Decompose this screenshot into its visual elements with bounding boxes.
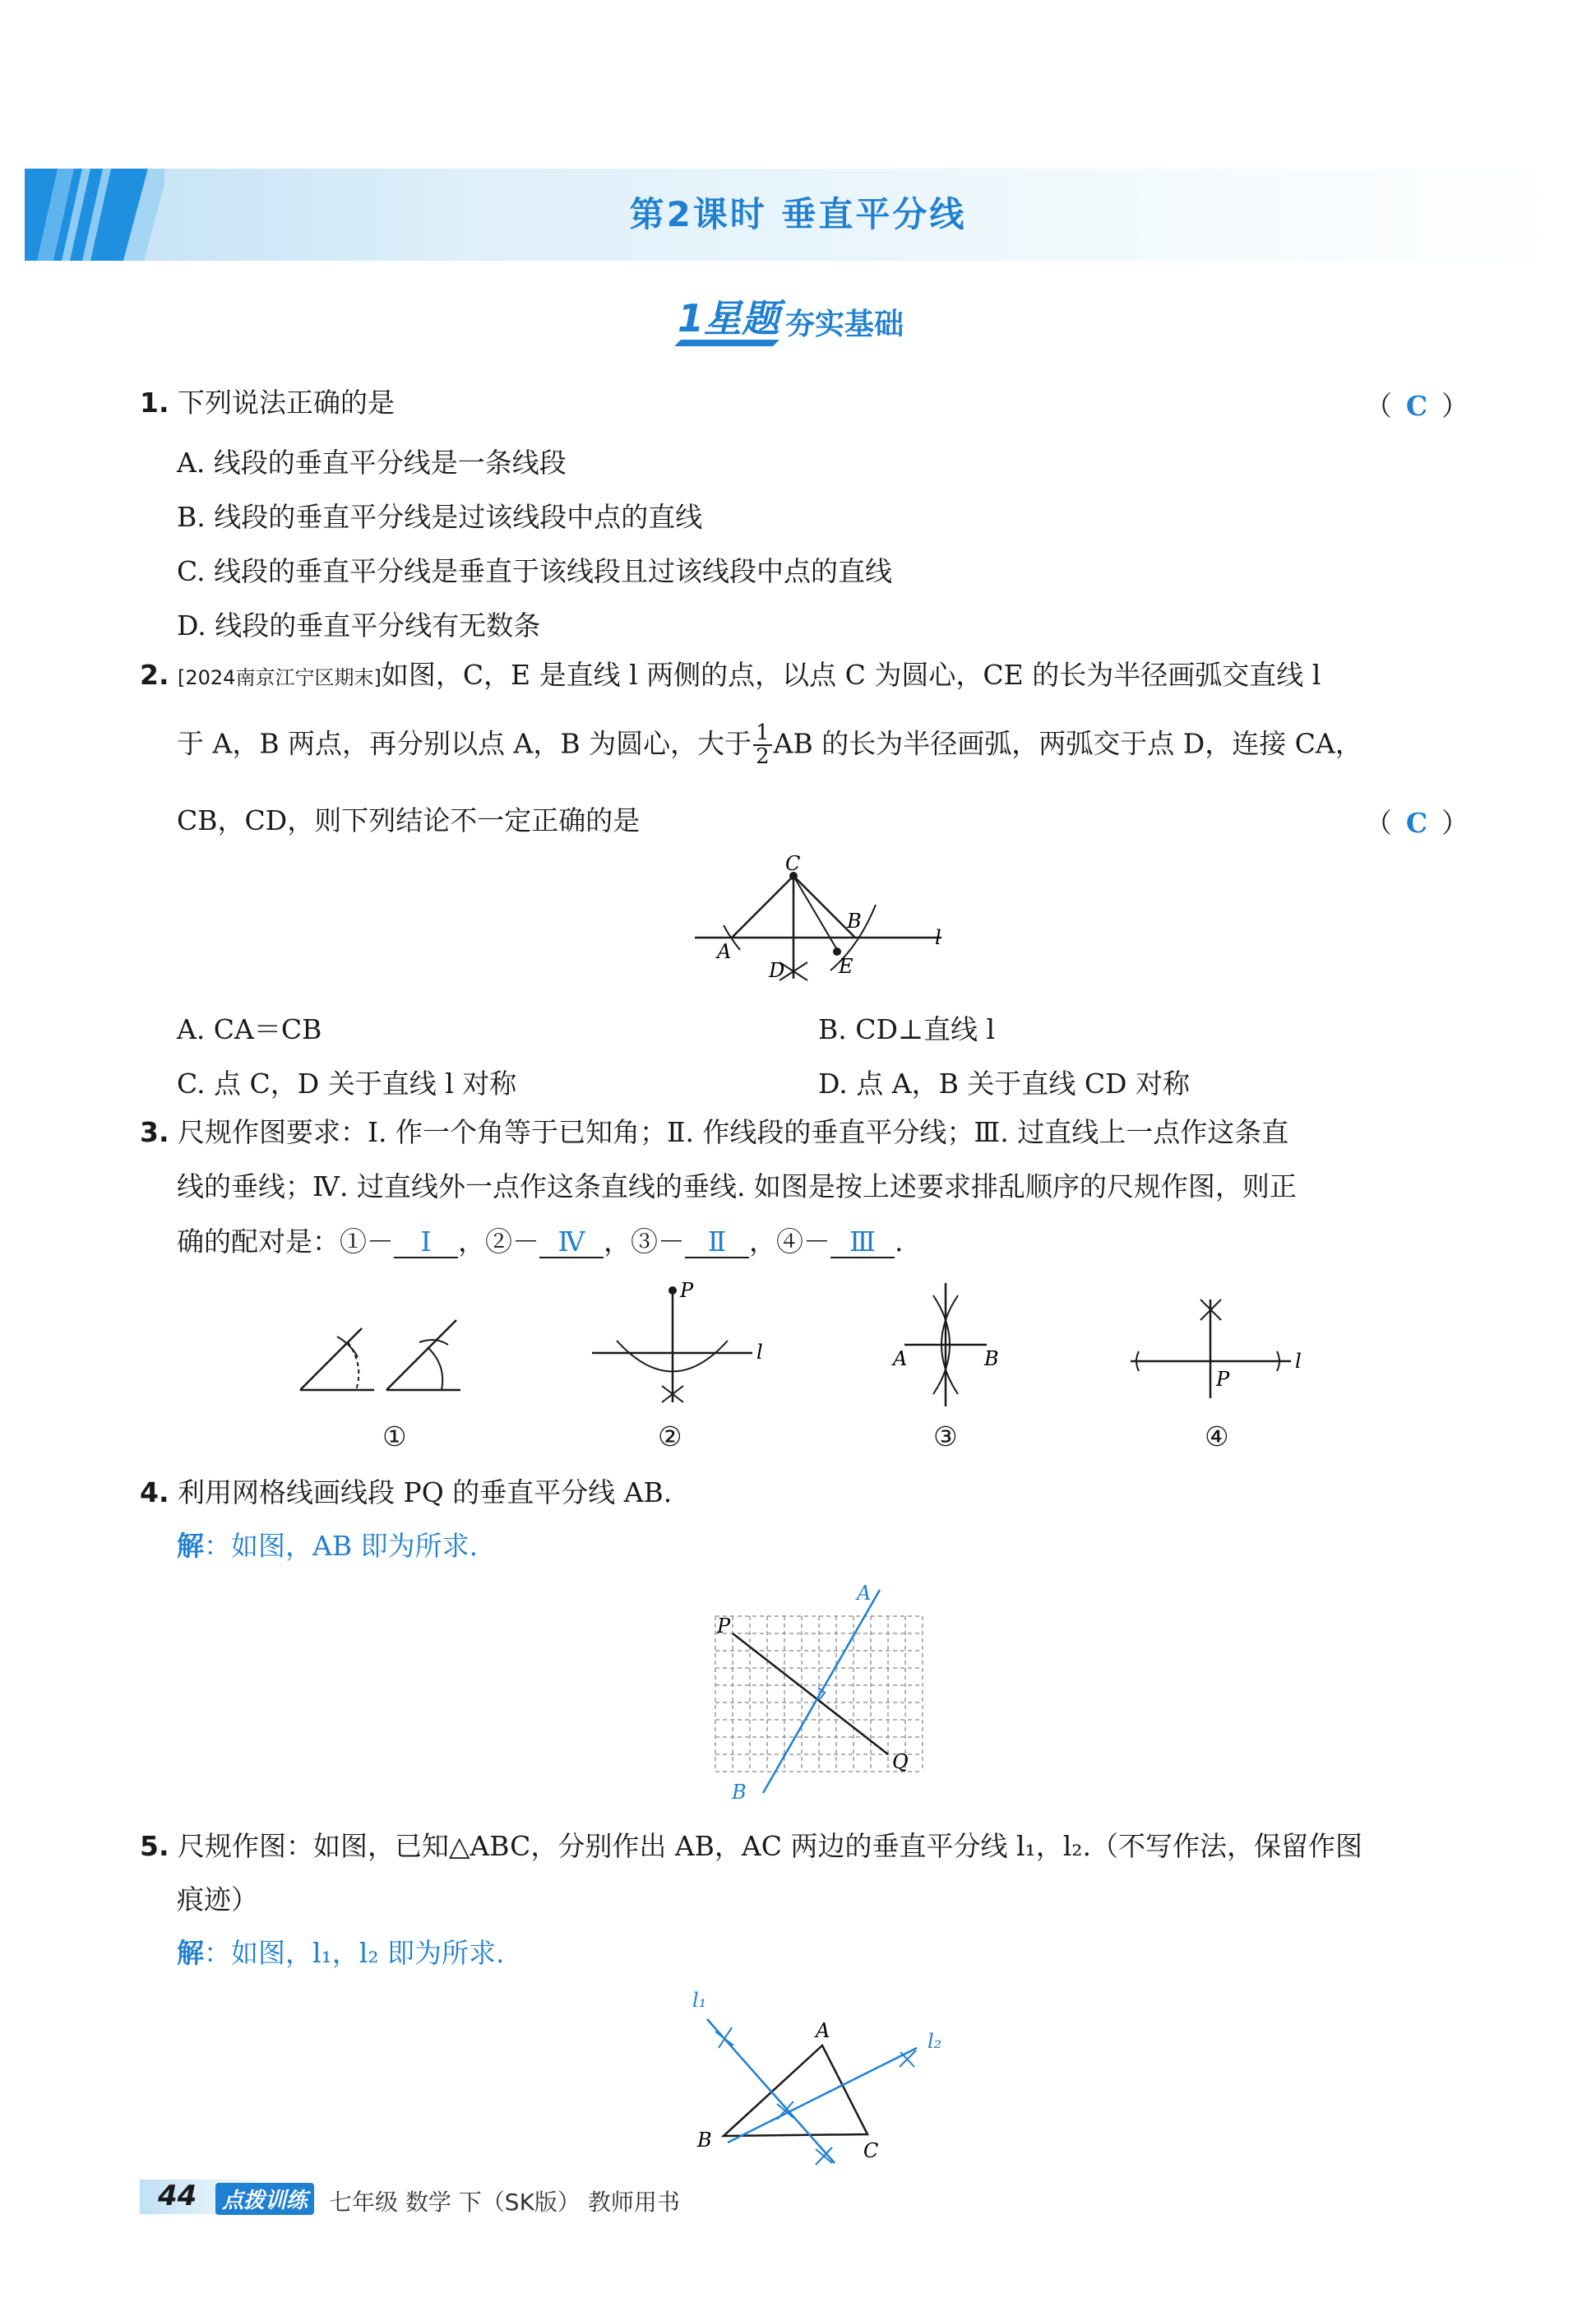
q5-solution [177, 1937, 505, 1970]
q5-label-b: B [697, 2129, 712, 2152]
q3-caption-1: ① [382, 1420, 407, 1452]
page-number: 44 [158, 2180, 197, 2212]
q2-label-l: l [935, 926, 941, 949]
q1-answer: C [1405, 390, 1428, 422]
q3-fig4-label-l: l [1295, 1350, 1302, 1373]
q3-blank-1: Ⅰ [394, 1227, 458, 1258]
q3-fig4-label-p: P [1216, 1368, 1230, 1391]
q5-text-line1: 尺规作图：如图，已知△ABC，分别作出 AB，AC 两边的垂直平分线 l₁，l₂.（不写作法，保留作图 [178, 1830, 1363, 1862]
q4-label-q: Q [892, 1750, 909, 1773]
q4-grid-figure [707, 1583, 937, 1801]
q2-label-d: D [769, 959, 785, 982]
q3-fig3-label-b: B [984, 1347, 999, 1370]
q2-frac-num: 1 [753, 722, 772, 746]
q3-fig2-label-l: l [756, 1341, 763, 1364]
q1-answer-paren: （ C ） [1365, 390, 1469, 422]
q2-line1 [140, 659, 1321, 692]
q5-triangle-abc [724, 2045, 867, 2136]
q3-figure-1 [292, 1308, 465, 1398]
q2-frac-den: 2 [756, 744, 770, 770]
q5-line2: 痕迹） [177, 1883, 258, 1916]
q1-option-b: B. 线段的垂直平分线是过该线段中点的直线 [177, 501, 703, 533]
q2-option-b: B. CD⊥直线 l [818, 1013, 996, 1045]
q1-number: 1. [140, 387, 169, 419]
q3-text-end: . [895, 1225, 904, 1258]
q2-number: 2. [140, 659, 169, 691]
q2-line3: CB，CD，则下列结论不一定正确的是 [177, 804, 641, 836]
q2-label-b: B [847, 910, 862, 933]
q2-answer: C [1405, 807, 1428, 839]
q3-blank-3: Ⅱ [685, 1227, 749, 1258]
q3-figure-3 [888, 1279, 1011, 1415]
section-badge-text: 1星题 [678, 296, 780, 341]
q2-option-a: A. CA＝CB [177, 1013, 322, 1045]
q4-stem [140, 1476, 672, 1509]
q3-pair4-label: ，④－ [749, 1225, 830, 1258]
q1-option-d: D. 线段的垂直平分线有无数条 [177, 609, 541, 642]
q4-number: 4. [140, 1476, 169, 1508]
q3-figure-2 [588, 1279, 777, 1415]
q4-label-p: P [717, 1615, 731, 1638]
q3-blank-2: Ⅳ [539, 1227, 604, 1258]
q2-fraction [753, 722, 772, 769]
section-badge [674, 292, 785, 350]
q1-option-a: A. 线段的垂直平分线是一条线段 [177, 447, 567, 479]
q5-line1 [140, 1830, 1362, 1863]
q4-label-a: A [857, 1583, 872, 1605]
q3-pair3-label: ，③－ [604, 1225, 685, 1258]
q3-figure-4 [1122, 1279, 1311, 1415]
q3-text-line1: 尺规作图要求：Ⅰ. 作一个角等于已知角；Ⅱ. 作线段的垂直平分线；Ⅲ. 过直线上一点作这条直 [178, 1116, 1289, 1148]
q2-line2 [177, 722, 1362, 769]
q4-line-ab [763, 1590, 880, 1793]
section-name: 夯实基础 [785, 308, 904, 341]
q5-label-a: A [816, 2019, 830, 2042]
q4-segment-pq [733, 1633, 888, 1754]
lesson-title: 第2课时 垂直平分线 [629, 194, 967, 234]
footer-brand: 点拨训练 [215, 2183, 314, 2215]
q2-text-line2a: 于 A，B 两点，再分别以点 A，B 为圆心，大于 [177, 727, 752, 760]
footer-book-title: 七年级 数学 下（SK版） 教师用书 [329, 2189, 680, 2216]
q3-text-prefix: 确的配对是： [177, 1225, 340, 1258]
q5-solution-label: 解 [177, 1937, 204, 1969]
q1-option-c: C. 线段的垂直平分线是垂直于该线段且过该线段中点的直线 [177, 555, 893, 587]
q1-stem [140, 387, 395, 419]
q2-option-c: C. 点 C，D 关于直线 l 对称 [177, 1068, 517, 1100]
q2-answer-paren: （ C ） [1365, 807, 1469, 839]
q2-text-line2b: AB 的长为半径画弧，两弧交于点 D，连接 CA， [773, 727, 1362, 760]
q3-blank-4: Ⅲ [830, 1227, 895, 1258]
q3-caption-2: ② [658, 1420, 682, 1452]
q2-figure [691, 855, 954, 987]
q4-solution-label: 解 [177, 1530, 204, 1562]
q4-label-b: B [732, 1781, 747, 1801]
q2-segment-ca [732, 876, 793, 938]
q3-fig3-label-a: A [893, 1347, 908, 1370]
q3-pair1-label: ①－ [340, 1225, 394, 1258]
q2-text-line1: 如图，C，E 是直线 l 两侧的点，以点 C 为圆心，CE 的长为半径画弧交直线 l [381, 659, 1321, 691]
q4-solution-text: ：如图，AB 即为所求. [204, 1530, 479, 1562]
q2-label-c: C [785, 855, 801, 875]
q1-text: 下列说法正确的是 [178, 387, 395, 419]
q5-label-l1: l₁ [692, 1989, 707, 2012]
q4-solution [177, 1530, 478, 1563]
q5-label-c: C [863, 2139, 879, 2162]
q2-label-e: E [839, 955, 854, 978]
q2-source: [2024南京江宁区期末] [178, 666, 382, 689]
q3-caption-3: ③ [933, 1420, 958, 1452]
q3-line2: 线的垂线；Ⅳ. 过直线外一点作这条直线的垂线. 如图是按上述要求排乱顺序的尺规作图，则正 [177, 1170, 1297, 1202]
q5-figure [682, 1986, 954, 2180]
q3-number: 3. [140, 1116, 169, 1148]
q5-solution-text: ：如图，l₁，l₂ 即为所求. [204, 1937, 505, 1969]
q2-option-d: D. 点 A，B 关于直线 CD 对称 [818, 1068, 1191, 1100]
q5-number: 5. [140, 1830, 169, 1862]
q4-text: 利用网格线画线段 PQ 的垂直平分线 AB. [178, 1476, 673, 1508]
q3-caption-4: ④ [1205, 1420, 1229, 1452]
q3-line1 [140, 1116, 1288, 1149]
q5-arc-marks [715, 2027, 916, 2165]
q3-pair2-label: ，②－ [458, 1225, 539, 1258]
q2-label-a: A [717, 940, 732, 963]
q3-line3 [177, 1225, 904, 1258]
q5-line-l2 [728, 2048, 917, 2143]
q5-label-l2: l₂ [928, 2030, 942, 2053]
q3-fig2-label-p: P [680, 1279, 694, 1302]
